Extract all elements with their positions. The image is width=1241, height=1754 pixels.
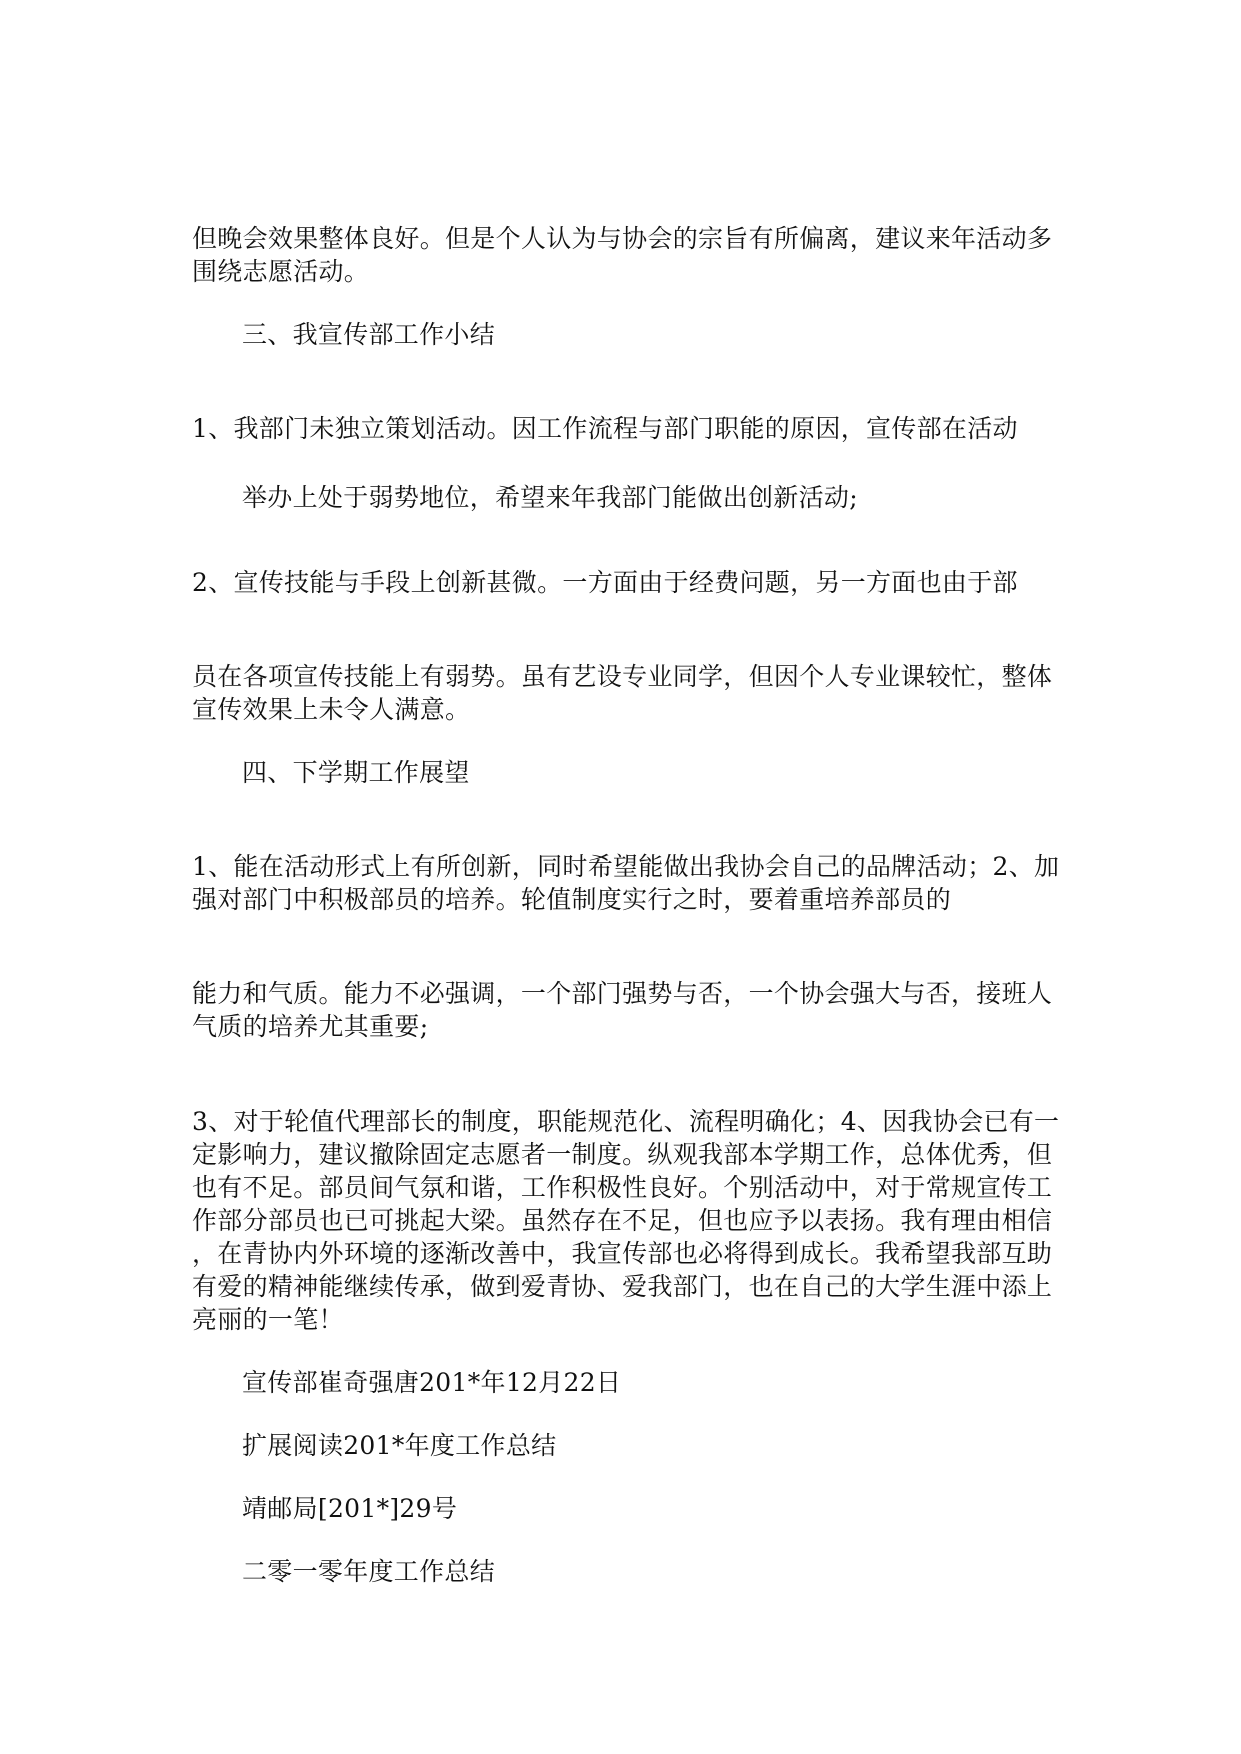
list-item-continuation: 举办上处于弱势地位，希望来年我部门能做出创新活动; xyxy=(242,483,858,512)
signature-line: 宣传部崔奇强唐201*年12月22日 xyxy=(242,1368,622,1397)
paragraph-line: 亮丽的一笔！ xyxy=(192,1305,344,1334)
list-item: 3、对于轮值代理部长的制度，职能规范化、流程明确化；4、因我协会已有一 xyxy=(192,1107,1060,1136)
document-title: 二零一零年度工作总结 xyxy=(242,1557,496,1586)
paragraph-line: 员在各项宣传技能上有弱势。虽有艺设专业同学，但因个人专业课较忙，整体 xyxy=(192,662,1053,691)
paragraph-line: 作部分部员也已可挑起大梁。虽然存在不足，但也应予以表扬。我有理由相信 xyxy=(192,1206,1053,1235)
paragraph-line: 也有不足。部员间气氛和谐，工作积极性良好。个别活动中，对于常规宣传工 xyxy=(192,1173,1053,1202)
document-number: 靖邮局[201*]29号 xyxy=(242,1494,458,1523)
paragraph-line: 但晚会效果整体良好。但是个人认为与协会的宗旨有所偏离，建议来年活动多 xyxy=(192,224,1053,253)
paragraph-line: 围绕志愿活动。 xyxy=(192,257,370,286)
paragraph-line: 宣传效果上未令人满意。 xyxy=(192,695,471,724)
extended-reading-title: 扩展阅读201*年度工作总结 xyxy=(242,1431,557,1460)
list-item: 1、我部门未独立策划活动。因工作流程与部门职能的原因，宣传部在活动 xyxy=(192,414,1018,443)
paragraph-line: 定影响力，建议撤除固定志愿者一制度。纵观我部本学期工作，总体优秀，但 xyxy=(192,1140,1053,1169)
paragraph-line: 能力和气质。能力不必强调，一个部门强势与否，一个协会强大与否，接班人 xyxy=(192,979,1053,1008)
paragraph-line: 强对部门中积极部员的培养。轮值制度实行之时，要着重培养部员的 xyxy=(192,885,952,914)
section-heading-4: 四、下学期工作展望 xyxy=(242,758,470,787)
section-heading-3: 三、我宣传部工作小结 xyxy=(242,320,496,349)
list-item: 2、宣传技能与手段上创新甚微。一方面由于经费问题，另一方面也由于部 xyxy=(192,568,1018,597)
paragraph-line: 有爱的精神能继续传承，做到爱青协、爱我部门，也在自己的大学生涯中添上 xyxy=(192,1272,1053,1301)
paragraph-line: ，在青协内外环境的逐渐改善中，我宣传部也必将得到成长。我希望我部互助 xyxy=(192,1239,1053,1268)
list-item: 1、能在活动形式上有所创新，同时希望能做出我协会自己的品牌活动；2、加 xyxy=(192,852,1060,881)
paragraph-line: 气质的培养尤其重要; xyxy=(192,1012,429,1041)
